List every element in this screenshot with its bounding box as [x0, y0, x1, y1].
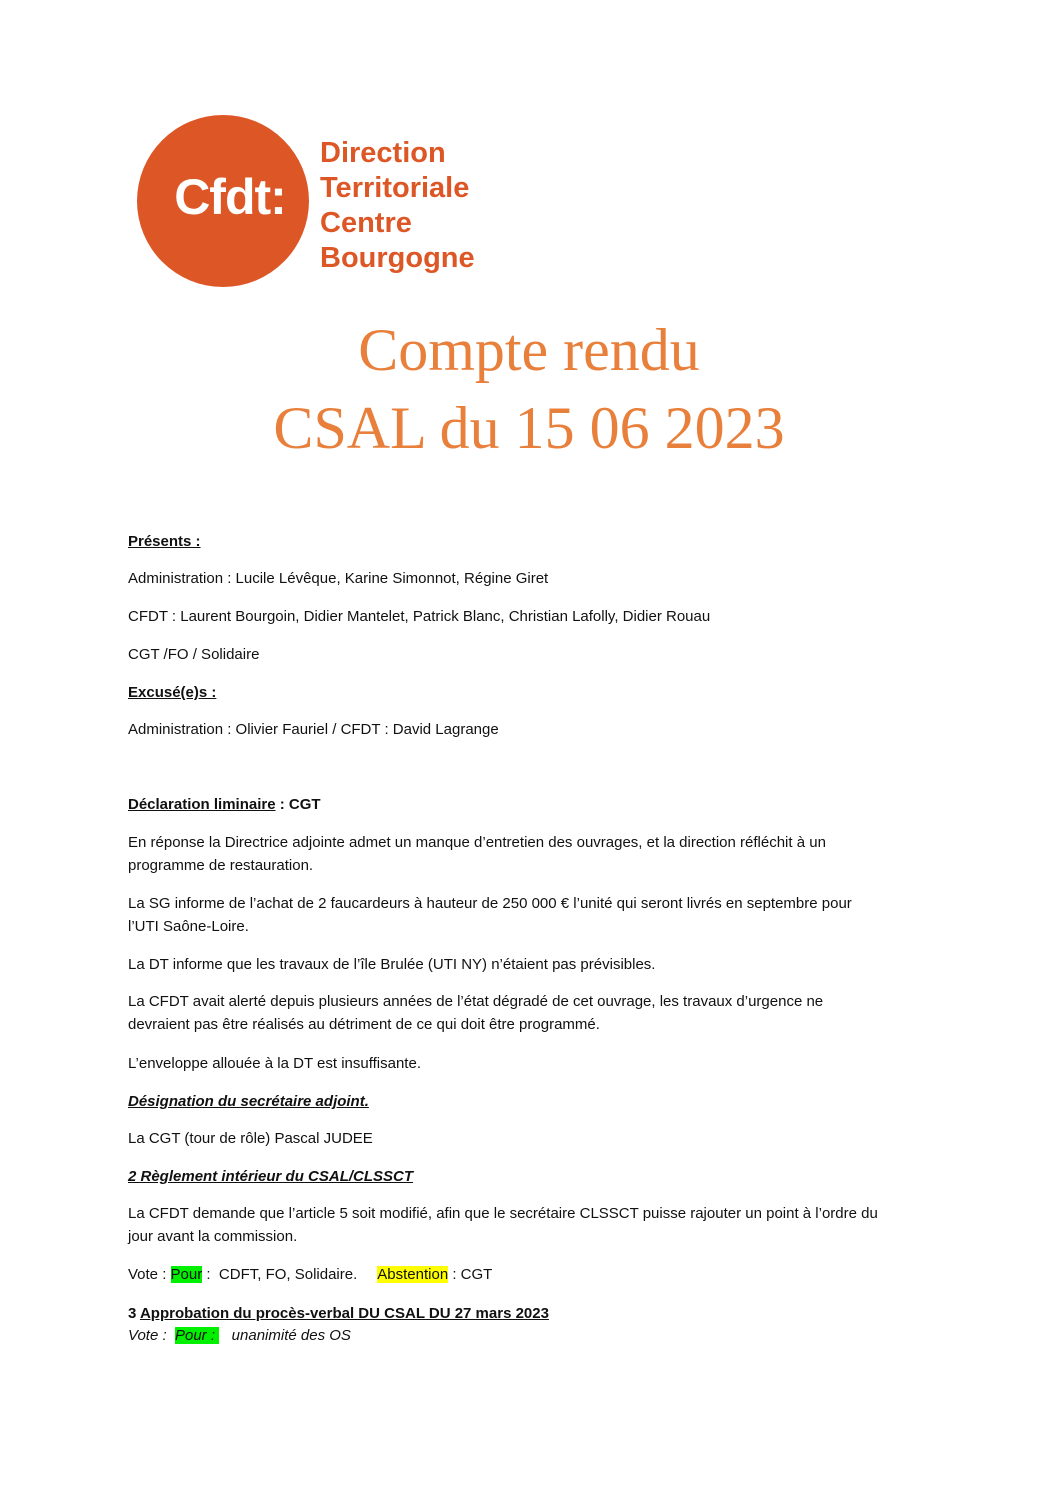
declaration-heading-underlined: Déclaration liminaire — [128, 796, 276, 813]
abstention-highlight: Abstention — [377, 1266, 449, 1283]
title-line-2: CSAL du 15 06 2023 — [273, 395, 785, 461]
vote-rest: unanimité des OS — [219, 1327, 351, 1344]
presents-cfdt: CFDT : Laurent Bourgoin, Didier Mantelet, Patrick Blanc, Christian Lafolly, Didier Rouau — [128, 608, 711, 625]
approbation-vote — [128, 1324, 351, 1347]
declaration-heading — [128, 793, 321, 816]
logo-line: Direction — [320, 137, 446, 169]
paragraph: En réponse la Directrice adjointe admet un manque d’entretien des ouvrages, et la direction réfléchit à un — [128, 834, 826, 851]
logo-line: Territoriale — [320, 172, 470, 204]
approbation-title: Approbation du procès-verbal DU CSAL DU 27 mars 2023 — [139, 1305, 549, 1322]
logo-line: Bourgogne — [320, 242, 475, 274]
presents-others: CGT /FO / Solidaire — [128, 646, 260, 663]
paragraph: devraient pas être réalisés au détriment de ce qui doit être programmé. — [128, 1016, 600, 1033]
paragraph: L’enveloppe allouée à la DT est insuffisante. — [128, 1055, 421, 1072]
paragraph: jour avant la commission. — [128, 1228, 298, 1245]
designation-text: La CGT (tour de rôle) Pascal JUDEE — [128, 1130, 373, 1147]
paragraph: programme de restauration. — [128, 857, 314, 874]
presents-heading: Présents : — [128, 533, 201, 550]
presents-admin: Administration : Lucile Lévêque, Karine Simonnot, Régine Giret — [128, 570, 549, 587]
excuses-text: Administration : Olivier Fauriel / CFDT : David Lagrange — [128, 721, 499, 738]
pour-highlight: Pour : — [174, 1327, 220, 1344]
paragraph: La DT informe que les travaux de l’île Brulée (UTI NY) n’étaient pas prévisibles. — [128, 956, 656, 973]
title-line-1: Compte rendu — [358, 317, 700, 383]
pour-highlight: Pour — [170, 1266, 203, 1283]
declaration-heading-rest: : CGT — [275, 796, 321, 813]
logo-mark: Cfdt: — [174, 169, 286, 225]
paragraph: La SG informe de l’achat de 2 faucardeurs à hauteur de 250 000 € l’unité qui seront livrés en septembre pour — [128, 895, 852, 912]
approbation-num: 3 — [128, 1305, 140, 1322]
vote-label: Vote : — [128, 1327, 175, 1344]
paragraph: l’UTI Saône-Loire. — [128, 918, 249, 935]
designation-heading: Désignation du secrétaire adjoint. — [128, 1093, 369, 1110]
reglement-heading: 2 Règlement intérieur du CSAL/CLSSCT — [128, 1168, 414, 1185]
vote-label: Vote : — [128, 1266, 171, 1283]
paragraph: La CFDT avait alerté depuis plusieurs années de l’état dégradé de cet ouvrage, les travaux d’urgence ne — [128, 993, 824, 1010]
abstention-rest: : CGT — [448, 1266, 493, 1283]
approbation-heading — [128, 1302, 549, 1325]
paragraph: La CFDT demande que l’article 5 soit modifié, afin que le secrétaire CLSSCT puisse rajouter un point à l’ordre du — [128, 1205, 878, 1222]
excuses-heading: Excusé(e)s : — [128, 684, 217, 701]
reglement-vote — [128, 1263, 492, 1286]
pour-rest: : CDFT, FO, Solidaire. — [202, 1266, 378, 1283]
logo-text — [320, 136, 475, 276]
logo-line: Centre — [320, 207, 412, 239]
